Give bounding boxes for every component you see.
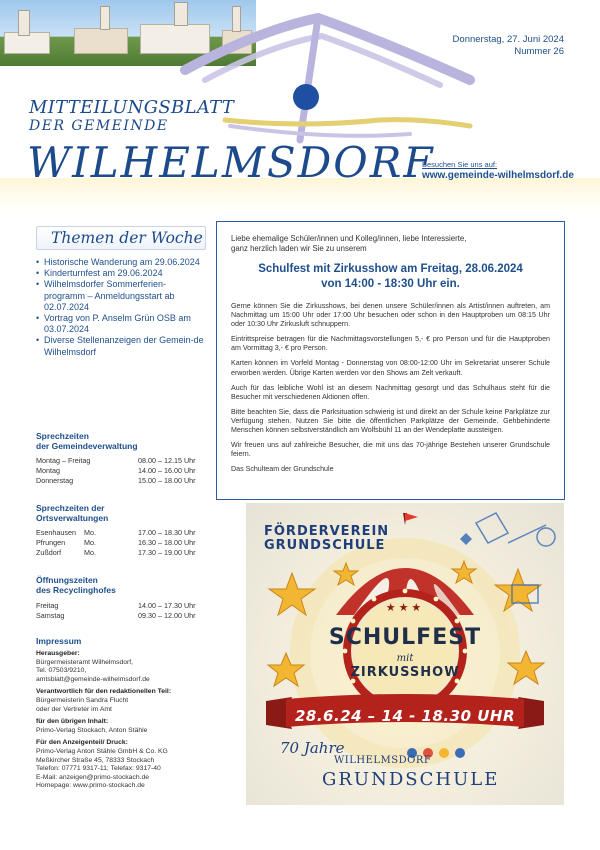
time-cell: 14.00 – 16.00 Uhr [138,466,196,475]
anzeigen-line: Primo-Verlag Anton Stähle GmbH & Co. KG [36,747,168,755]
impressum-section [36,636,206,791]
time-cell: 16.30 – 18.00 Uhr [138,538,196,547]
sprechzeiten-section [36,431,206,486]
schulfest-article [216,221,565,500]
poster-school-line2: GRUNDSCHULE [322,769,500,790]
themen-item[interactable]: • Wilhelmsdorfer Sommerferien-programm – Anmeldungsstart ab 02.07.2024 [36,279,206,313]
sprechzeiten-heading-1: Sprechzeiten [36,431,89,441]
poster-title: SCHULFEST [328,625,482,650]
masthead-title-line1: MITTEILUNGSBLATT [29,97,235,118]
place-cell: Esenhausen [36,528,76,537]
day-cell: Donnerstag [36,476,74,485]
article-headline-2: von 14:00 - 18:30 Uhr ein. [321,278,460,290]
herausgeber-line: Bürgermeisteramt Wilhelmsdorf, [36,658,134,666]
themen-list [36,257,206,358]
article-paragraph: Karten können im Vorfeld Montag - Donnerstag von 08:00-12:00 Uhr im Sekretariat unserer Schule erworben werden. Übrige Karten werden vor den Shows am Zelt verkauft. [231,359,550,377]
article-paragraph: Wir freuen uns auf zahlreiche Besucher, die mit uns das 70-jährige Bestehen unserer Grundschule feiern. [231,441,550,459]
issue-date: Donnerstag, 27. Juni 2024 [452,34,564,45]
article-headline-1: Schulfest mit Zirkusshow am Freitag, 28.06.2024 [258,263,523,275]
visit-label: Besuchen Sie uns auf: [422,160,498,169]
verantwortlich-line: oder der Vertreter im Amt [36,705,112,713]
themen-section [36,226,206,358]
foerderverein-logo-text [264,525,389,553]
day-cell: Mo. [84,538,96,547]
poster-school-line1: WILHELMSDORF [334,755,432,766]
article-paragraph: Auch für das leibliche Wohl ist an diesem Nachmittag gesorgt und das Schulhaus steht für die Besucher mit verschiedenen Aktionen offen. [231,383,550,401]
themen-item[interactable]: • Historische Wanderung am 29.06.2024 [36,257,206,268]
masthead [0,0,600,212]
herausgeber-line: Tel. 07503/9210, [36,667,87,675]
table-row [36,548,206,558]
themen-item[interactable]: • Vortrag von P. Anselm Grün OSB am 03.07.2024 [36,313,206,335]
day-cell: Freitag [36,601,59,610]
poster-stars: ★★★ [385,602,425,614]
sprechzeiten-heading-2: der Gemeindeverwaltung [36,441,138,451]
table-row [36,466,206,476]
table-row [36,528,206,538]
article-intro-2: ganz herzlich laden wir Sie zu unserem [231,244,367,253]
website-link[interactable]: www.gemeinde-wilhelmsdorf.de [422,170,574,181]
masthead-title-line2: DER GEMEINDE [29,118,169,134]
foerderverein-line2: GRUNDSCHULE [264,538,386,553]
day-cell: Mo. [84,528,96,537]
time-cell: 17.00 – 18.30 Uhr [138,528,196,537]
anzeigen-homepage[interactable]: Homepage: www.primo-stockach.de [36,782,145,790]
article-paragraph: Gerne können Sie die Zirkusshows, bei denen unsere Schüler/innen als Artist/innen auftreten, am Nachmittag um 15:00 Uhr oder 17:00 Uhr besuchen oder schon in den Hauptproben um 08:15 Uhr oder 10:30 Uhr Zirkusluft schnuppern. [231,302,550,329]
place-cell: Pfrungen [36,538,66,547]
themen-item[interactable]: • Diverse Stellenanzeigen der Gemein-de Wilhelmsdorf [36,335,206,357]
table-row [36,538,206,548]
foerderverein-line1: FÖRDERVEREIN [264,524,390,539]
uebrige-label: für den übrigen Inhalt: [36,718,109,726]
poster-subtitle: ZIRKUSSHOW [350,665,460,680]
time-cell: 08.00 – 12.15 Uhr [138,456,196,465]
anzeigen-line: Meßkircher Straße 45, 78333 Stockach [36,756,155,764]
anzeigen-email[interactable]: E-Mail: anzeigen@primo-stockach.de [36,773,150,781]
table-row [36,601,206,611]
article-paragraph: Eintrittspreise betragen für die Nachmittagsvorstellungen 5,- € pro Person und für die Hauptproben am Vormittag 3,- € pro Person. [231,335,550,353]
ortsverwaltungen-section [36,503,206,558]
recycling-heading-2: des Recyclinghofes [36,585,116,595]
place-cell: Zußdorf [36,548,62,557]
article-intro-1: Liebe ehemalige Schüler/innen und Kolleg/innen, liebe Interessierte, [231,234,467,243]
time-cell: 15.00 – 18.00 Uhr [138,476,196,485]
herausgeber-email[interactable]: amtsblatt@gemeinde-wilhelmsdorf.de [36,675,150,683]
table-row [36,456,206,466]
article-paragraph: Bitte beachten Sie, dass die Parksituation schwierig ist und direkt an der Schule keine Parkplätze zur Verfügung stehen. Nutzen Sie bitte die öffentlichen Parkplätze der Gemeinde. Gehbehinderte Menschen können selbstverständlich am Wolfsbühl 11 an der Wendeplatte aussteigen. [231,407,550,435]
recycling-heading-1: Öffnungszeiten [36,575,98,585]
recycling-section [36,575,206,621]
time-cell: 14.00 – 17.30 Uhr [138,601,196,610]
impressum-heading: Impressum [36,636,82,646]
article-signature: Das Schulteam der Grundschule [231,465,334,474]
day-cell: Montag [36,466,60,475]
anzeigen-label: Für den Anzeigenteil/ Druck: [36,739,128,747]
table-row [36,611,206,621]
verantwortlich-label: Verantwortlich für den redaktionellen Teil: [36,688,172,696]
time-cell: 17.30 – 19.00 Uhr [138,548,196,557]
uebrige-line: Primo-Verlag Stockach, Anton Stähle [36,726,148,734]
themen-heading: Themen der Woche [36,226,206,250]
poster-jahre: 70 Jahre [280,739,345,757]
masthead-title-main: WILHELMSDORF [27,138,435,187]
poster-date-banner: 28.6.24 – 14 - 18.30 UHR [294,707,516,725]
schulfest-poster [246,503,564,805]
issue-info [453,34,564,58]
themen-item[interactable]: • Kinderturnfest am 29.06.2024 [36,268,206,279]
poster-mit: mit [396,653,414,664]
day-cell: Montag – Freitag [36,456,91,465]
anzeigen-line: Telefon: 07771 9317-11; Telefax: 9317-40 [36,765,161,773]
ortsverwaltungen-heading-2: Ortsverwaltungen [36,513,109,523]
ortsverwaltungen-heading-1: Sprechzeiten der [36,503,105,513]
issue-number: Nummer 26 [514,46,564,57]
day-cell: Mo. [84,548,96,557]
verantwortlich-line: Bürgermeisterin Sandra Flucht [36,696,129,704]
herausgeber-label: Herausgeber: [36,650,80,657]
day-cell: Samstag [36,611,65,620]
table-row [36,476,206,486]
time-cell: 09.30 – 12.00 Uhr [138,611,196,620]
